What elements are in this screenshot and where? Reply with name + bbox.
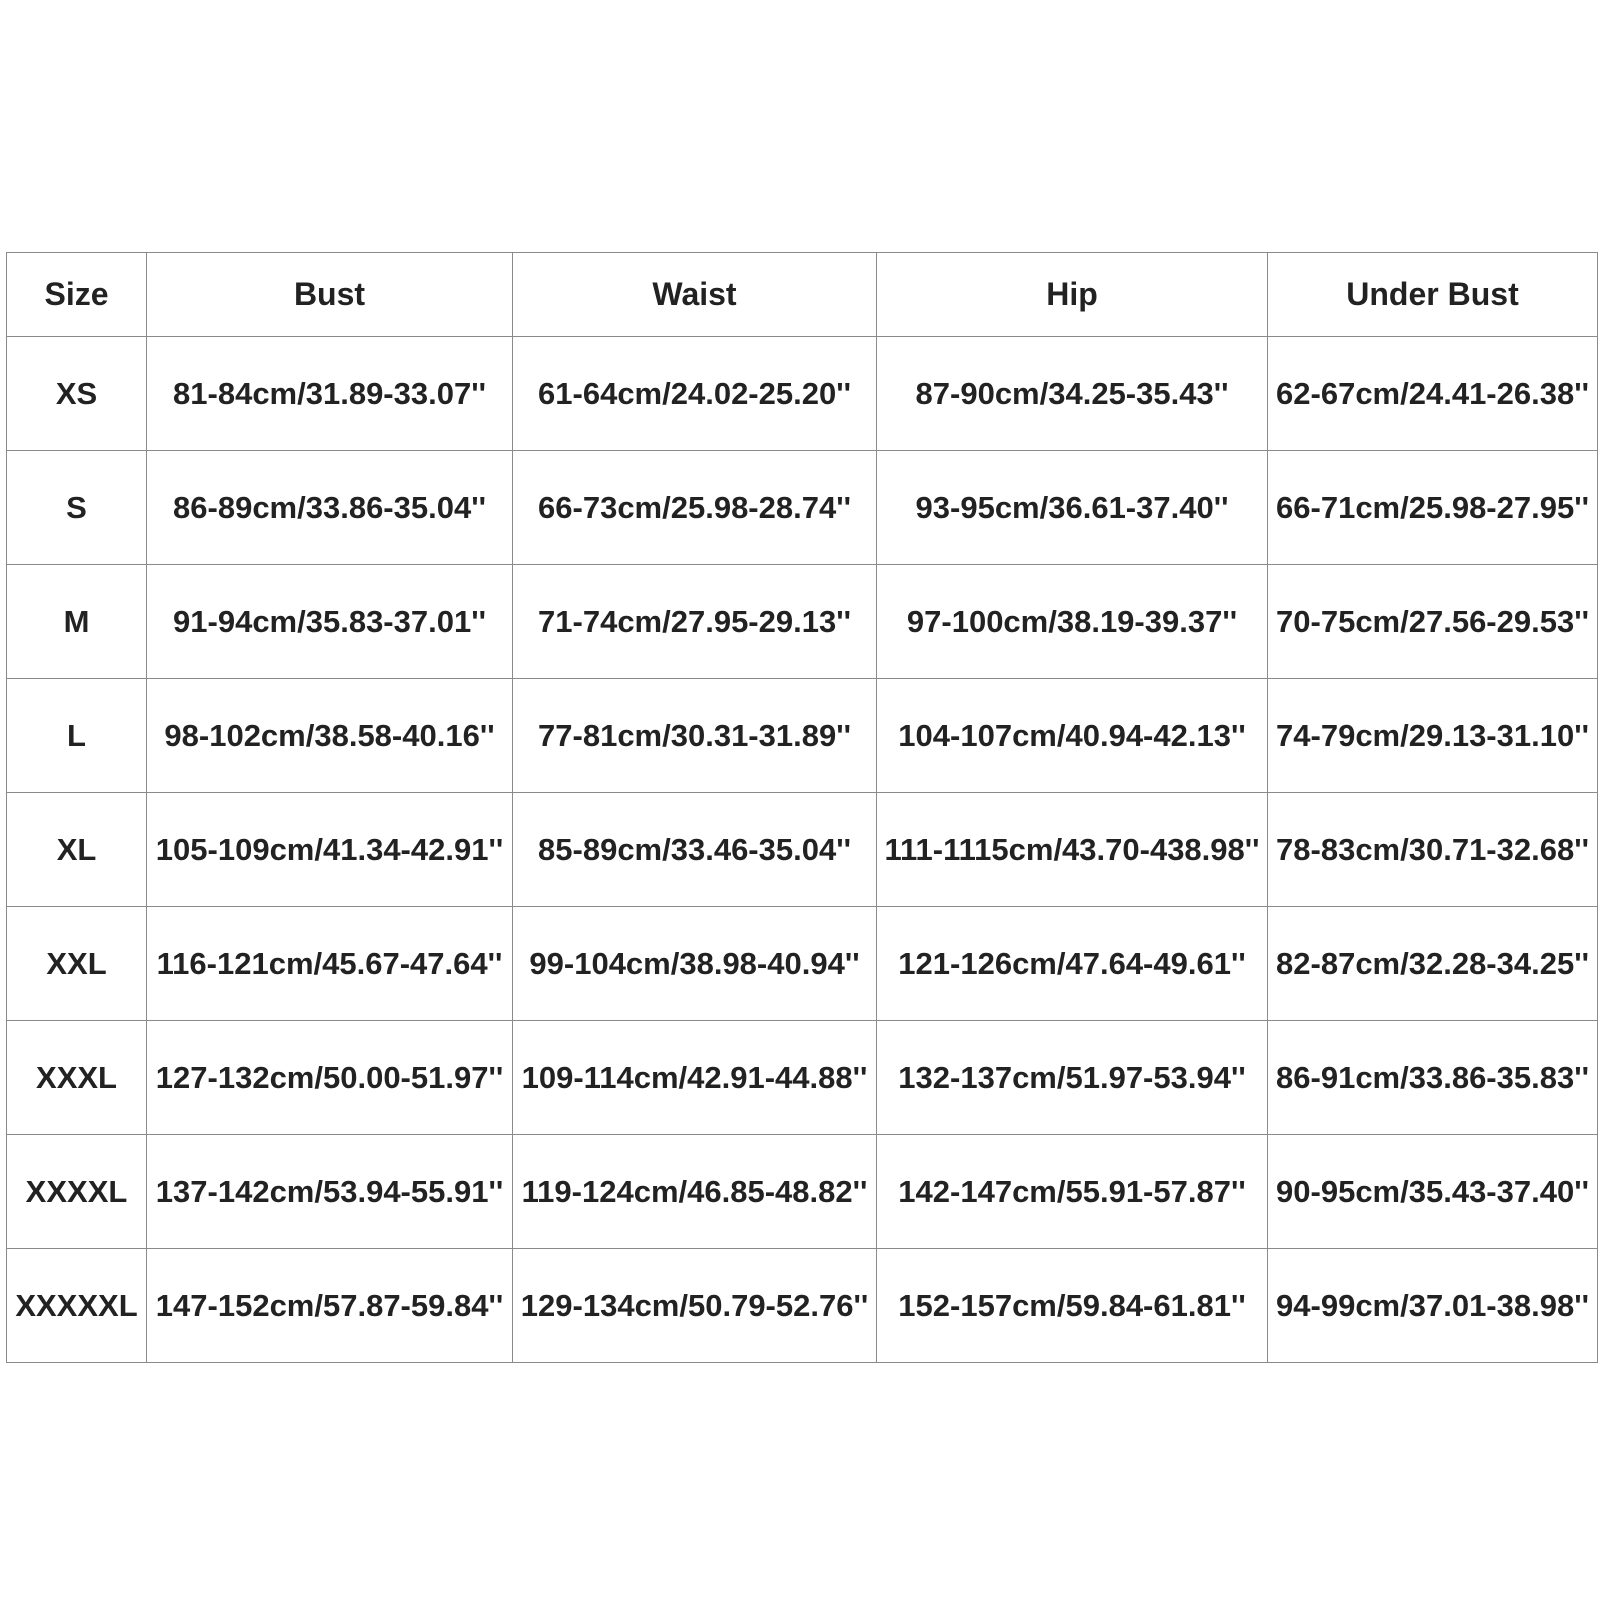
table-row — [7, 907, 1598, 1021]
cell-hip: 111-1115cm/43.70-438.98'' — [877, 793, 1268, 907]
cell-bust: 86-89cm/33.86-35.04'' — [147, 451, 513, 565]
table-row — [7, 337, 1598, 451]
cell-waist: 99-104cm/38.98-40.94'' — [513, 907, 877, 1021]
cell-bust: 116-121cm/45.67-47.64'' — [147, 907, 513, 1021]
cell-size: XXXXL — [7, 1135, 147, 1249]
cell-size: XS — [7, 337, 147, 451]
cell-bust: 98-102cm/38.58-40.16'' — [147, 679, 513, 793]
cell-hip: 121-126cm/47.64-49.61'' — [877, 907, 1268, 1021]
header-hip: Hip — [877, 253, 1268, 337]
cell-bust: 105-109cm/41.34-42.91'' — [147, 793, 513, 907]
cell-bust: 127-132cm/50.00-51.97'' — [147, 1021, 513, 1135]
size-chart-table — [6, 252, 1598, 1363]
cell-under-bust: 82-87cm/32.28-34.25'' — [1268, 907, 1598, 1021]
cell-under-bust: 66-71cm/25.98-27.95'' — [1268, 451, 1598, 565]
cell-waist: 77-81cm/30.31-31.89'' — [513, 679, 877, 793]
cell-bust: 91-94cm/35.83-37.01'' — [147, 565, 513, 679]
cell-hip: 104-107cm/40.94-42.13'' — [877, 679, 1268, 793]
table-row — [7, 565, 1598, 679]
cell-size: XL — [7, 793, 147, 907]
cell-under-bust: 90-95cm/35.43-37.40'' — [1268, 1135, 1598, 1249]
cell-waist: 85-89cm/33.46-35.04'' — [513, 793, 877, 907]
table-row — [7, 793, 1598, 907]
cell-hip: 93-95cm/36.61-37.40'' — [877, 451, 1268, 565]
cell-size: XXL — [7, 907, 147, 1021]
cell-size: XXXXXL — [7, 1249, 147, 1363]
cell-waist: 119-124cm/46.85-48.82'' — [513, 1135, 877, 1249]
header-under-bust: Under Bust — [1268, 253, 1598, 337]
header-waist: Waist — [513, 253, 877, 337]
header-bust: Bust — [147, 253, 513, 337]
cell-size: L — [7, 679, 147, 793]
table-row — [7, 1021, 1598, 1135]
cell-hip: 142-147cm/55.91-57.87'' — [877, 1135, 1268, 1249]
cell-bust: 137-142cm/53.94-55.91'' — [147, 1135, 513, 1249]
cell-waist: 109-114cm/42.91-44.88'' — [513, 1021, 877, 1135]
cell-hip: 97-100cm/38.19-39.37'' — [877, 565, 1268, 679]
cell-waist: 61-64cm/24.02-25.20'' — [513, 337, 877, 451]
cell-under-bust: 86-91cm/33.86-35.83'' — [1268, 1021, 1598, 1135]
table-header — [7, 253, 1598, 337]
table-row — [7, 1135, 1598, 1249]
cell-bust: 147-152cm/57.87-59.84'' — [147, 1249, 513, 1363]
header-size: Size — [7, 253, 147, 337]
cell-hip: 87-90cm/34.25-35.43'' — [877, 337, 1268, 451]
cell-hip: 132-137cm/51.97-53.94'' — [877, 1021, 1268, 1135]
cell-size: S — [7, 451, 147, 565]
table-row — [7, 451, 1598, 565]
cell-under-bust: 62-67cm/24.41-26.38'' — [1268, 337, 1598, 451]
cell-under-bust: 70-75cm/27.56-29.53'' — [1268, 565, 1598, 679]
cell-size: M — [7, 565, 147, 679]
table-row — [7, 1249, 1598, 1363]
cell-hip: 152-157cm/59.84-61.81'' — [877, 1249, 1268, 1363]
cell-waist: 71-74cm/27.95-29.13'' — [513, 565, 877, 679]
cell-under-bust: 94-99cm/37.01-38.98'' — [1268, 1249, 1598, 1363]
cell-bust: 81-84cm/31.89-33.07'' — [147, 337, 513, 451]
cell-waist: 66-73cm/25.98-28.74'' — [513, 451, 877, 565]
cell-size: XXXL — [7, 1021, 147, 1135]
cell-under-bust: 74-79cm/29.13-31.10'' — [1268, 679, 1598, 793]
cell-under-bust: 78-83cm/30.71-32.68'' — [1268, 793, 1598, 907]
header-row — [7, 253, 1598, 337]
table-row — [7, 679, 1598, 793]
table-body — [7, 337, 1598, 1363]
cell-waist: 129-134cm/50.79-52.76'' — [513, 1249, 877, 1363]
